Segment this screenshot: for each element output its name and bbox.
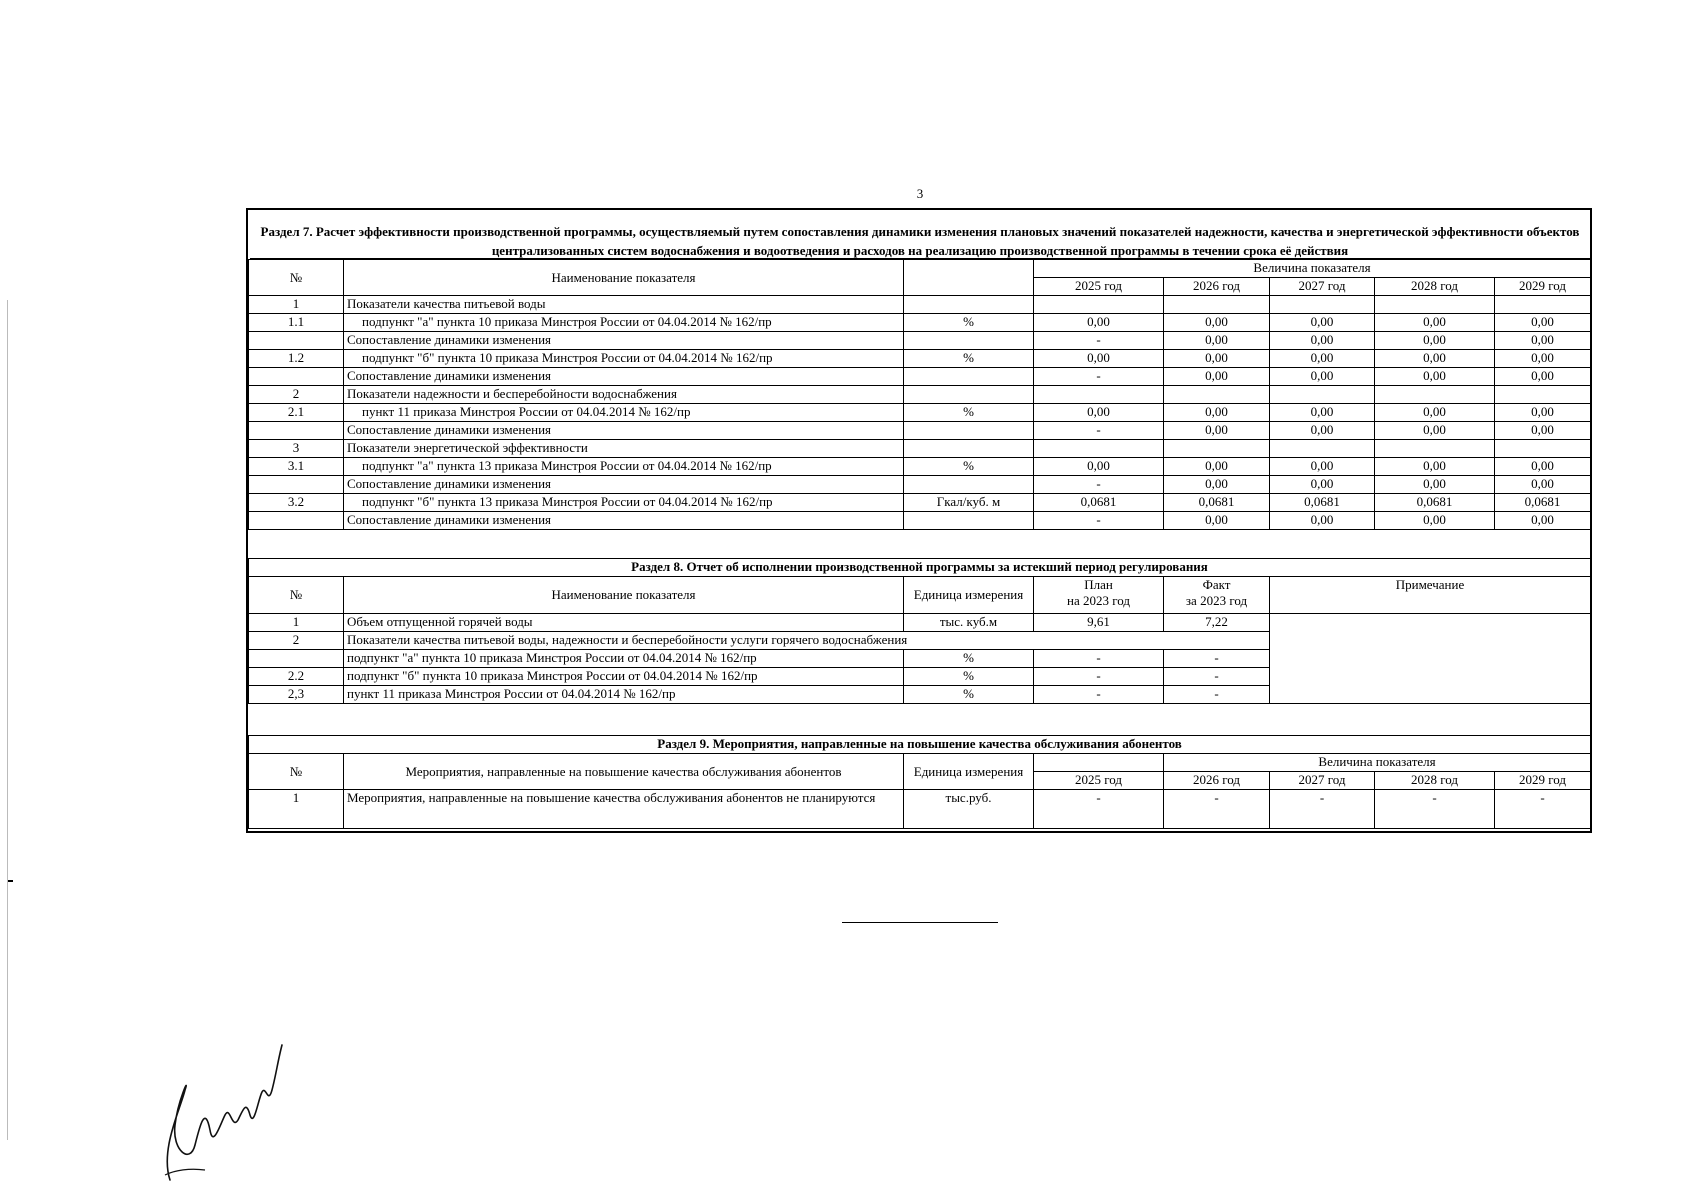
page-number: 3 bbox=[916, 186, 924, 201]
row-name: подпункт "а" пункта 10 приказа Минстроя России от 04.04.2014 № 162/пр bbox=[344, 314, 904, 332]
section8-table bbox=[248, 558, 1591, 704]
table-row bbox=[249, 440, 1591, 458]
row-value bbox=[1375, 296, 1495, 314]
row-num bbox=[249, 332, 344, 350]
section9-title: Раздел 9. Мероприятия, направленные на повышение качества обслуживания абонентов bbox=[249, 736, 1591, 754]
row-value bbox=[1375, 386, 1495, 404]
row-name: Показатели энергетической эффективности bbox=[344, 440, 904, 458]
row-value: 0,00 bbox=[1164, 332, 1270, 350]
row-value: 0,00 bbox=[1495, 350, 1591, 368]
row-fact: - bbox=[1164, 668, 1270, 686]
year-header-2: 2027 год bbox=[1270, 278, 1375, 296]
row-val-2028: - bbox=[1375, 790, 1495, 829]
row-plan: - bbox=[1034, 686, 1164, 704]
year-header-3: 2028 год bbox=[1375, 278, 1495, 296]
row-value: 0,00 bbox=[1495, 512, 1591, 530]
row-value bbox=[1034, 386, 1164, 404]
row-name: Сопоставление динамики изменения bbox=[344, 476, 904, 494]
year-header-2: 2027 год bbox=[1270, 772, 1375, 790]
row-value bbox=[1034, 440, 1164, 458]
row-unit bbox=[904, 386, 1034, 404]
col-unit-header: Единица измерения bbox=[904, 577, 1034, 614]
row-value: - bbox=[1034, 512, 1164, 530]
row-value bbox=[1164, 296, 1270, 314]
row-name: подпункт "а" пункта 13 приказа Минстроя России от 04.04.2014 № 162/пр bbox=[344, 458, 904, 476]
row-unit bbox=[904, 332, 1034, 350]
table-row bbox=[249, 422, 1591, 440]
section7-table bbox=[248, 259, 1591, 530]
row-name: Сопоставление динамики изменения bbox=[344, 368, 904, 386]
col-name-header: Наименование показателя bbox=[344, 577, 904, 614]
year-header-0: 2025 год bbox=[1034, 772, 1164, 790]
section7-header-row bbox=[249, 260, 1591, 278]
scan-edge-line bbox=[7, 300, 8, 1140]
row-value: 0,00 bbox=[1164, 512, 1270, 530]
table-row bbox=[249, 614, 1591, 632]
row-value bbox=[1164, 386, 1270, 404]
closing-rule bbox=[842, 922, 998, 923]
section7-title: Раздел 7. Расчет эффективности производственной программы, осуществляемый путем сопоставления динамики изменения плановых значений показателей надежности, качества и энергетической эффективности объектов централизованных систем водоснабжения и водоотведения и расходов на реализацию производственной программы в течении срока её действия bbox=[250, 210, 1590, 259]
row-unit bbox=[904, 476, 1034, 494]
table-row bbox=[249, 512, 1591, 530]
row-name: Мероприятия, направленные на повышение качества обслуживания абонентов не планируются bbox=[344, 790, 904, 829]
row-name: Сопоставление динамики изменения bbox=[344, 332, 904, 350]
row-value bbox=[1270, 440, 1375, 458]
row-value: 0,0681 bbox=[1164, 494, 1270, 512]
table-row bbox=[249, 296, 1591, 314]
row-value: 0,0681 bbox=[1375, 494, 1495, 512]
row-value bbox=[1034, 296, 1164, 314]
col-plan-header bbox=[1034, 577, 1164, 614]
row-unit bbox=[904, 368, 1034, 386]
row-plan: - bbox=[1034, 668, 1164, 686]
row-value: 0,00 bbox=[1164, 404, 1270, 422]
row-num bbox=[249, 368, 344, 386]
row-value: 0,00 bbox=[1164, 422, 1270, 440]
row-value: 0,0681 bbox=[1270, 494, 1375, 512]
row-num: 2 bbox=[249, 632, 344, 650]
table-row bbox=[249, 332, 1591, 350]
row-fact: 7,22 bbox=[1164, 614, 1270, 632]
row-value: 0,00 bbox=[1495, 404, 1591, 422]
row-name: Показатели качества питьевой воды, надежности и бесперебойности услуги горячего водоснабжения bbox=[344, 632, 1270, 650]
row-fact: - bbox=[1164, 650, 1270, 668]
row-value: 0,00 bbox=[1270, 458, 1375, 476]
row-unit: % bbox=[904, 650, 1034, 668]
row-value: - bbox=[1034, 332, 1164, 350]
row-num: 3.2 bbox=[249, 494, 344, 512]
col-fact-line1: Факт bbox=[1202, 577, 1231, 592]
row-name: Сопоставление динамики изменения bbox=[344, 422, 904, 440]
row-name: подпункт "а" пункта 10 приказа Минстроя России от 04.04.2014 № 162/пр bbox=[344, 650, 904, 668]
row-note bbox=[1270, 614, 1591, 704]
col-value-header: Величина показателя bbox=[1034, 260, 1591, 278]
row-unit: % bbox=[904, 350, 1034, 368]
row-value: 0,00 bbox=[1164, 350, 1270, 368]
row-value: 0,00 bbox=[1034, 458, 1164, 476]
year-header-0: 2025 год bbox=[1034, 278, 1164, 296]
scan-edge-mark bbox=[8, 880, 13, 882]
section9-data-row bbox=[249, 790, 1591, 829]
year-header-1: 2026 год bbox=[1164, 772, 1270, 790]
table-row bbox=[249, 386, 1591, 404]
row-value: 0,00 bbox=[1164, 314, 1270, 332]
row-val-2025: - bbox=[1034, 790, 1164, 829]
row-value bbox=[1270, 386, 1375, 404]
table-row bbox=[249, 458, 1591, 476]
col-plan-line1: План bbox=[1084, 577, 1113, 592]
table-row bbox=[249, 404, 1591, 422]
col-num-header: № bbox=[249, 754, 344, 790]
row-value: 0,00 bbox=[1375, 476, 1495, 494]
row-value bbox=[1495, 440, 1591, 458]
row-plan: - bbox=[1034, 650, 1164, 668]
section8-body bbox=[249, 614, 1591, 704]
year-header-4: 2029 год bbox=[1495, 772, 1591, 790]
table-row bbox=[249, 314, 1591, 332]
row-num: 2,3 bbox=[249, 686, 344, 704]
row-name: Сопоставление динамики изменения bbox=[344, 512, 904, 530]
col-name-header: Наименование показателя bbox=[344, 260, 904, 296]
row-value: 0,00 bbox=[1375, 404, 1495, 422]
row-num: 3 bbox=[249, 440, 344, 458]
row-val-2026: - bbox=[1164, 790, 1270, 829]
row-name: Показатели качества питьевой воды bbox=[344, 296, 904, 314]
row-value: 0,00 bbox=[1270, 332, 1375, 350]
row-value: 0,00 bbox=[1270, 314, 1375, 332]
row-value: 0,00 bbox=[1375, 332, 1495, 350]
col-unit-header bbox=[904, 260, 1034, 296]
row-value: 0,00 bbox=[1270, 404, 1375, 422]
row-value: 0,00 bbox=[1495, 314, 1591, 332]
row-value bbox=[1495, 386, 1591, 404]
row-num: 1.2 bbox=[249, 350, 344, 368]
table-row bbox=[249, 350, 1591, 368]
row-num bbox=[249, 650, 344, 668]
table-row bbox=[249, 476, 1591, 494]
table-row bbox=[249, 368, 1591, 386]
row-unit: % bbox=[904, 458, 1034, 476]
row-num: 1 bbox=[249, 614, 344, 632]
row-value: 0,00 bbox=[1495, 332, 1591, 350]
row-num bbox=[249, 512, 344, 530]
row-unit: % bbox=[904, 404, 1034, 422]
row-value: 0,00 bbox=[1164, 476, 1270, 494]
section9-header-row bbox=[249, 754, 1591, 772]
year-header-1: 2026 год bbox=[1164, 278, 1270, 296]
row-value: 0,00 bbox=[1270, 422, 1375, 440]
col-plan-line2: на 2023 год bbox=[1067, 593, 1130, 608]
col-value-header: Величина показателя bbox=[1164, 754, 1591, 772]
year-header-3: 2028 год bbox=[1375, 772, 1495, 790]
row-plan: 9,61 bbox=[1034, 614, 1164, 632]
row-num: 1 bbox=[249, 296, 344, 314]
row-name: подпункт "б" пункта 10 приказа Минстроя России от 04.04.2014 № 162/пр bbox=[344, 668, 904, 686]
document-frame bbox=[246, 208, 1592, 833]
row-value: 0,00 bbox=[1495, 458, 1591, 476]
row-value: 0,00 bbox=[1375, 512, 1495, 530]
row-num bbox=[249, 422, 344, 440]
row-value: 0,00 bbox=[1375, 314, 1495, 332]
row-value: 0,00 bbox=[1034, 314, 1164, 332]
section9-title-row bbox=[249, 736, 1591, 754]
row-value: 0,00 bbox=[1270, 350, 1375, 368]
row-unit: % bbox=[904, 668, 1034, 686]
row-value bbox=[1495, 296, 1591, 314]
row-name: подпункт "б" пункта 10 приказа Минстроя России от 04.04.2014 № 162/пр bbox=[344, 350, 904, 368]
row-value bbox=[1375, 440, 1495, 458]
row-value: 0,00 bbox=[1375, 350, 1495, 368]
row-name: Показатели надежности и бесперебойности водоснабжения bbox=[344, 386, 904, 404]
row-value: 0,00 bbox=[1495, 476, 1591, 494]
row-num: 3.1 bbox=[249, 458, 344, 476]
section9-table bbox=[248, 735, 1591, 829]
col-num-header: № bbox=[249, 577, 344, 614]
row-value: 0,00 bbox=[1270, 368, 1375, 386]
table-row bbox=[249, 494, 1591, 512]
row-num: 1 bbox=[249, 790, 344, 829]
row-unit: % bbox=[904, 686, 1034, 704]
col-num-header: № bbox=[249, 260, 344, 296]
section7-body bbox=[249, 296, 1591, 530]
row-value: 0,00 bbox=[1270, 512, 1375, 530]
row-value: 0,00 bbox=[1375, 422, 1495, 440]
row-num: 2.1 bbox=[249, 404, 344, 422]
row-value: 0,00 bbox=[1164, 368, 1270, 386]
section8-title: Раздел 8. Отчет об исполнении производственной программы за истекший период регулирования bbox=[249, 559, 1591, 577]
row-value: 0,00 bbox=[1375, 458, 1495, 476]
row-value: 0,00 bbox=[1034, 404, 1164, 422]
row-value: 0,00 bbox=[1495, 368, 1591, 386]
row-num bbox=[249, 476, 344, 494]
col-unit-header: Единица измерения bbox=[904, 754, 1034, 790]
row-val-2027: - bbox=[1270, 790, 1375, 829]
row-value bbox=[1164, 440, 1270, 458]
row-name: пункт 11 приказа Минстроя России от 04.04.2014 № 162/пр bbox=[344, 686, 904, 704]
row-name: подпункт "б" пункта 13 приказа Минстроя России от 04.04.2014 № 162/пр bbox=[344, 494, 904, 512]
row-unit: тыс.руб. bbox=[904, 790, 1034, 829]
row-unit: Гкал/куб. м bbox=[904, 494, 1034, 512]
row-value: 0,00 bbox=[1164, 458, 1270, 476]
row-val-2029: - bbox=[1495, 790, 1591, 829]
row-unit bbox=[904, 422, 1034, 440]
row-value: 0,00 bbox=[1495, 422, 1591, 440]
row-name: Объем отпущенной горячей воды bbox=[344, 614, 904, 632]
row-value: - bbox=[1034, 422, 1164, 440]
row-value: 0,0681 bbox=[1495, 494, 1591, 512]
row-value: - bbox=[1034, 368, 1164, 386]
row-unit: % bbox=[904, 314, 1034, 332]
col-note-header: Примечание bbox=[1270, 577, 1591, 614]
row-value: 0,00 bbox=[1375, 368, 1495, 386]
col-fact-line2: за 2023 год bbox=[1185, 593, 1248, 608]
row-num: 2.2 bbox=[249, 668, 344, 686]
section8-title-row bbox=[249, 559, 1591, 577]
row-value: 0,00 bbox=[1270, 476, 1375, 494]
year-header-4: 2029 год bbox=[1495, 278, 1591, 296]
col-name-header: Мероприятия, направленные на повышение качества обслуживания абонентов bbox=[344, 754, 904, 790]
row-num: 2 bbox=[249, 386, 344, 404]
row-value: 0,0681 bbox=[1034, 494, 1164, 512]
row-unit: тыс. куб.м bbox=[904, 614, 1034, 632]
handwritten-signature bbox=[150, 1030, 295, 1190]
section8-header-row bbox=[249, 577, 1591, 614]
row-unit bbox=[904, 512, 1034, 530]
row-unit bbox=[904, 440, 1034, 458]
row-value: - bbox=[1034, 476, 1164, 494]
row-value: 0,00 bbox=[1034, 350, 1164, 368]
row-value bbox=[1270, 296, 1375, 314]
row-fact: - bbox=[1164, 686, 1270, 704]
row-num: 1.1 bbox=[249, 314, 344, 332]
col-spacer bbox=[1034, 754, 1164, 772]
row-name: пункт 11 приказа Минстроя России от 04.04.2014 № 162/пр bbox=[344, 404, 904, 422]
col-fact-header bbox=[1164, 577, 1270, 614]
row-unit bbox=[904, 296, 1034, 314]
